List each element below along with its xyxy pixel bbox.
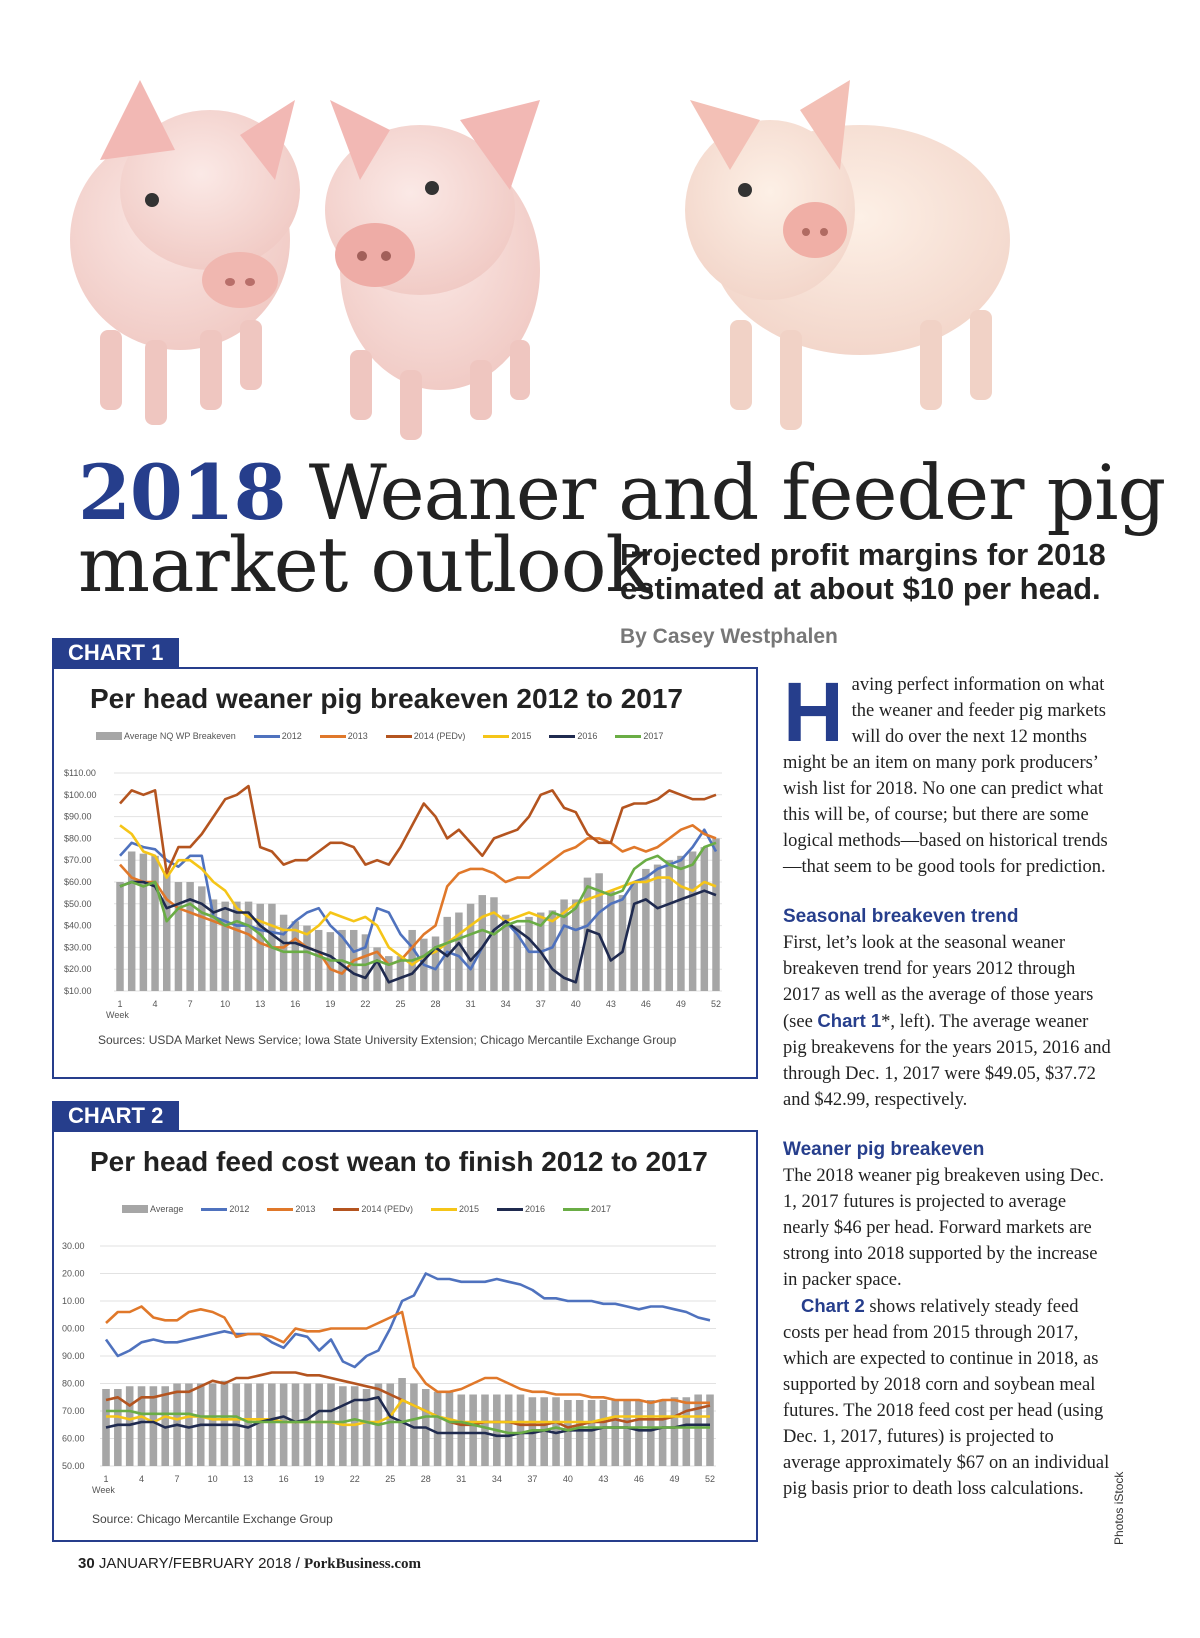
paragraph-4-text: shows relatively steady feed costs per head from 2015 through 2017, which are expected to continue in 2018, as supported by 2018 corn and soybean meal futures. The 2018 feed cost per head (using Dec. 1, 2017, futures) is projected to average approximately $67 on an individual pig basis prior to death loss calculations.	[783, 1297, 1110, 1499]
average-bar	[505, 1395, 513, 1467]
x-axis-label: Week	[92, 1485, 115, 1495]
subhead-weaner-breakeven: Weaner pig breakeven	[783, 1139, 985, 1160]
legend-swatch	[122, 1205, 148, 1213]
x-tick-label: 40	[562, 1474, 573, 1484]
y-tick-label: 50.00	[62, 1461, 85, 1471]
average-bar	[683, 1397, 691, 1466]
x-tick-label: 1	[117, 999, 123, 1009]
chart1-reference: Chart 1	[817, 1010, 882, 1031]
y-tick-label: $10.00	[64, 986, 92, 996]
paragraph-2	[783, 930, 1113, 1113]
y-tick-label: $40.00	[64, 920, 92, 931]
legend-swatch	[549, 735, 575, 738]
legend-label: 2013	[295, 1204, 316, 1214]
legend-item	[563, 1204, 611, 1214]
average-bar	[647, 1400, 655, 1466]
x-tick-label: 13	[255, 999, 266, 1009]
paragraph-1	[783, 665, 1113, 880]
average-bar	[564, 1400, 572, 1466]
y-tick-label: $110.00	[64, 768, 96, 778]
average-bar	[701, 847, 708, 991]
x-tick-label: 37	[535, 999, 546, 1009]
x-tick-label: 7	[187, 999, 193, 1009]
y-tick-label: $30.00	[64, 942, 92, 953]
x-tick-label: 19	[314, 1474, 325, 1484]
average-bar	[712, 838, 719, 991]
average-bar	[600, 1400, 608, 1466]
legend-swatch	[563, 1208, 589, 1211]
legend-swatch	[201, 1208, 227, 1211]
legend-item	[267, 1204, 315, 1214]
average-bar	[635, 1400, 643, 1466]
average-bar	[140, 854, 147, 991]
x-tick-label: 25	[395, 999, 406, 1009]
legend-label: 2012	[281, 731, 302, 741]
chart1-tag: CHART 1	[52, 638, 179, 668]
article-deck: Projected profit margins for 2018 estimated at about $10 per head.	[620, 537, 1106, 606]
legend-item	[122, 1204, 183, 1214]
legend-swatch	[320, 735, 346, 738]
legend-swatch	[96, 732, 122, 740]
x-tick-label: 37	[527, 1474, 538, 1484]
x-tick-label: 22	[349, 1474, 360, 1484]
y-tick-label: $70.00	[64, 855, 92, 866]
legend-label: 2014 (PEDv)	[361, 1204, 413, 1214]
average-bar	[244, 1384, 252, 1467]
legend-item	[615, 731, 663, 741]
average-bar	[339, 1386, 347, 1466]
legend-swatch	[431, 1208, 457, 1211]
legend-label: 2017	[591, 1204, 612, 1214]
average-bar	[151, 856, 158, 991]
chart2-source: Source: Chicago Mercantile Exchange Group	[92, 1512, 333, 1526]
average-bar	[654, 865, 661, 991]
legend-item	[201, 1204, 249, 1214]
y-tick-label: 80.00	[62, 1378, 85, 1389]
x-tick-label: 10	[220, 999, 231, 1009]
y-tick-label: $90.00	[64, 811, 92, 822]
legend-label: 2013	[347, 731, 368, 741]
x-tick-label: 40	[570, 999, 581, 1009]
legend-item	[386, 731, 466, 741]
average-bar	[659, 1400, 667, 1466]
x-axis-label: Week	[106, 1010, 129, 1020]
piglet-left	[70, 80, 300, 425]
series-line-2012	[106, 1274, 710, 1368]
average-bar	[469, 1395, 477, 1467]
x-tick-label: 52	[710, 999, 722, 1009]
x-tick-label: 49	[675, 999, 686, 1009]
article-title-line2: market outlook	[78, 520, 651, 609]
average-bar	[517, 1395, 525, 1467]
chart2-plot	[54, 1224, 754, 1514]
title-year: 2018	[78, 448, 286, 537]
average-bar	[304, 1384, 312, 1467]
x-tick-label: 43	[605, 999, 616, 1009]
average-bar	[185, 1384, 193, 1467]
chart1-legend	[96, 731, 681, 741]
paragraph-2a: First, let’s look at the seasonal weaner breakeven trend for years 2012 through 2017 as well as the average of those years (see	[783, 933, 1094, 1032]
average-bar	[221, 902, 228, 991]
x-tick-label: 4	[152, 999, 158, 1009]
y-tick-label: $60.00	[64, 877, 92, 887]
byline: By Casey Westphalen	[620, 625, 838, 648]
chart2-box	[52, 1130, 758, 1542]
legend-item	[254, 731, 302, 741]
average-bar	[458, 1395, 466, 1467]
x-tick-label: 16	[278, 1474, 289, 1484]
title-rest: Weaner and feeder pig	[285, 448, 1166, 537]
average-bar	[576, 1400, 584, 1466]
x-tick-label: 1	[103, 1474, 109, 1484]
average-bar	[455, 913, 462, 991]
average-bar	[671, 1397, 679, 1466]
average-bar	[233, 902, 240, 991]
chart2-title: Per head feed cost wean to finish 2012 to 2017	[90, 1146, 708, 1177]
legend-label: 2015	[511, 731, 532, 741]
chart2-reference: Chart 2	[801, 1295, 865, 1316]
average-bar	[588, 1400, 596, 1466]
paragraph-4	[783, 1293, 1113, 1502]
legend-swatch	[254, 735, 280, 738]
legend-item	[497, 1204, 545, 1214]
y-tick-label: $50.00	[64, 898, 92, 909]
average-bar	[351, 1386, 359, 1466]
legend-item	[549, 731, 597, 741]
average-bar	[315, 930, 322, 991]
drop-cap: H	[783, 665, 844, 759]
x-tick-label: 34	[491, 1474, 502, 1484]
y-tick-label: 60.00	[62, 1433, 85, 1444]
average-bar	[221, 1381, 229, 1466]
site-name: PorkBusiness.com	[303, 1556, 422, 1572]
x-tick-label: 7	[174, 1474, 180, 1484]
article-body	[783, 665, 1113, 1502]
chart1-title: Per head weaner pig breakeven 2012 to 2017	[90, 683, 683, 714]
legend-item	[96, 731, 236, 741]
x-tick-label: 43	[598, 1474, 609, 1484]
chart1-source: Sources: USDA Market News Service; Iowa State University Extension; Chicago Mercantile Exchange Group	[98, 1033, 677, 1047]
legend-item	[320, 731, 368, 741]
piglet-center	[325, 100, 540, 440]
legend-label: 2014 (PEDv)	[413, 731, 466, 741]
x-tick-label: 10	[207, 1474, 218, 1484]
average-bar	[611, 1400, 619, 1466]
legend-swatch	[267, 1208, 293, 1211]
x-tick-label: 31	[465, 999, 476, 1009]
y-tick-label: 10.00	[62, 1296, 85, 1306]
chart2-tag: CHART 2	[52, 1101, 179, 1131]
piglets-photo	[40, 40, 1080, 460]
average-bar	[256, 904, 263, 991]
legend-label: 2017	[643, 731, 664, 741]
average-bar	[163, 871, 170, 991]
average-bar	[694, 1395, 702, 1467]
paragraph-1-text: aving perfect information on what the weaner and feeder pig markets will do over the next 12 months might be an item on many pork producers’ wish list for 2018. No one can predict what this will be, of course; but there are some logical methods—based on historical trends—that seem to be good tools for prediction.	[783, 675, 1108, 877]
page-footer	[78, 1555, 421, 1573]
legend-item	[483, 731, 531, 741]
average-bar	[256, 1384, 264, 1467]
subhead-seasonal-breakeven: Seasonal breakeven trend	[783, 906, 1019, 927]
y-tick-label: $100.00	[64, 789, 97, 800]
average-bar	[280, 1384, 288, 1467]
x-tick-label: 49	[669, 1474, 680, 1484]
average-bar	[689, 851, 696, 991]
average-bar	[677, 856, 684, 991]
average-bar	[268, 1384, 276, 1467]
legend-item	[333, 1204, 413, 1214]
issue-date: JANUARY/FEBRUARY 2018 /	[94, 1555, 304, 1572]
chart1-box	[52, 667, 758, 1079]
x-tick-label: 19	[325, 999, 336, 1009]
average-bar	[128, 851, 135, 991]
page-number: 30	[78, 1555, 95, 1572]
x-tick-label: 28	[420, 1474, 431, 1484]
legend-label: 2015	[458, 1204, 479, 1214]
x-tick-label: 13	[243, 1474, 254, 1484]
average-bar	[327, 1384, 335, 1467]
legend-label: 2012	[229, 1204, 250, 1214]
average-bar	[446, 1392, 454, 1466]
paragraph-3: The 2018 weaner pig breakeven using Dec. 1, 2017 futures is projected to average nearly $46 per head. Forward markets are strong into 2018 supported by the increase in packer space.	[783, 1166, 1105, 1290]
legend-swatch	[333, 1208, 359, 1211]
chart2-legend	[122, 1204, 629, 1214]
legend-swatch	[615, 735, 641, 738]
y-tick-label: 90.00	[62, 1351, 85, 1361]
average-bar	[481, 1395, 489, 1467]
legend-label: 2016	[524, 1204, 546, 1214]
legend-label: Average	[150, 1204, 184, 1214]
chart1-plot	[54, 749, 754, 1049]
legend-label: 2016	[577, 731, 598, 741]
photo-credit: Photos iStock	[1112, 1471, 1126, 1545]
average-bar	[315, 1384, 323, 1467]
y-tick-label: $80.00	[64, 833, 92, 844]
average-bar	[434, 1392, 442, 1466]
piglet-right	[685, 80, 1010, 430]
x-tick-label: 16	[290, 999, 301, 1009]
legend-label: Average NQ WP Breakeven	[124, 731, 236, 741]
x-tick-label: 31	[456, 1474, 467, 1484]
legend-swatch	[483, 735, 509, 738]
x-tick-label: 4	[139, 1474, 145, 1484]
x-tick-label: 52	[704, 1474, 716, 1484]
legend-swatch	[497, 1208, 523, 1211]
legend-swatch	[386, 735, 412, 738]
x-tick-label: 22	[360, 999, 371, 1009]
y-tick-label: 00.00	[62, 1323, 85, 1334]
paragraph-2b: *, left). The average weaner pig breakevens for the years 2015, 2016 and through Dec. 1, 2017 were $49.05, $37.72 and $42.99, respectively.	[783, 1012, 1111, 1110]
average-bar	[623, 1400, 631, 1466]
average-bar	[126, 1386, 134, 1466]
x-tick-label: 28	[430, 999, 441, 1009]
average-bar	[410, 1384, 418, 1467]
x-tick-label: 46	[640, 999, 651, 1009]
average-bar	[642, 869, 649, 991]
legend-item	[431, 1204, 479, 1214]
average-bar	[630, 882, 637, 991]
average-bar	[116, 882, 123, 991]
series-line-2017	[106, 1411, 710, 1433]
y-tick-label: $20.00	[64, 964, 92, 975]
y-tick-label: 70.00	[62, 1406, 85, 1416]
x-tick-label: 34	[500, 999, 511, 1009]
average-bar	[292, 1384, 300, 1467]
y-tick-label: 20.00	[62, 1268, 85, 1279]
y-tick-label: 30.00	[62, 1241, 85, 1251]
average-bar	[467, 904, 474, 991]
average-bar	[525, 917, 532, 991]
x-tick-label: 46	[633, 1474, 644, 1484]
x-tick-label: 25	[385, 1474, 396, 1484]
average-bar	[175, 882, 182, 991]
